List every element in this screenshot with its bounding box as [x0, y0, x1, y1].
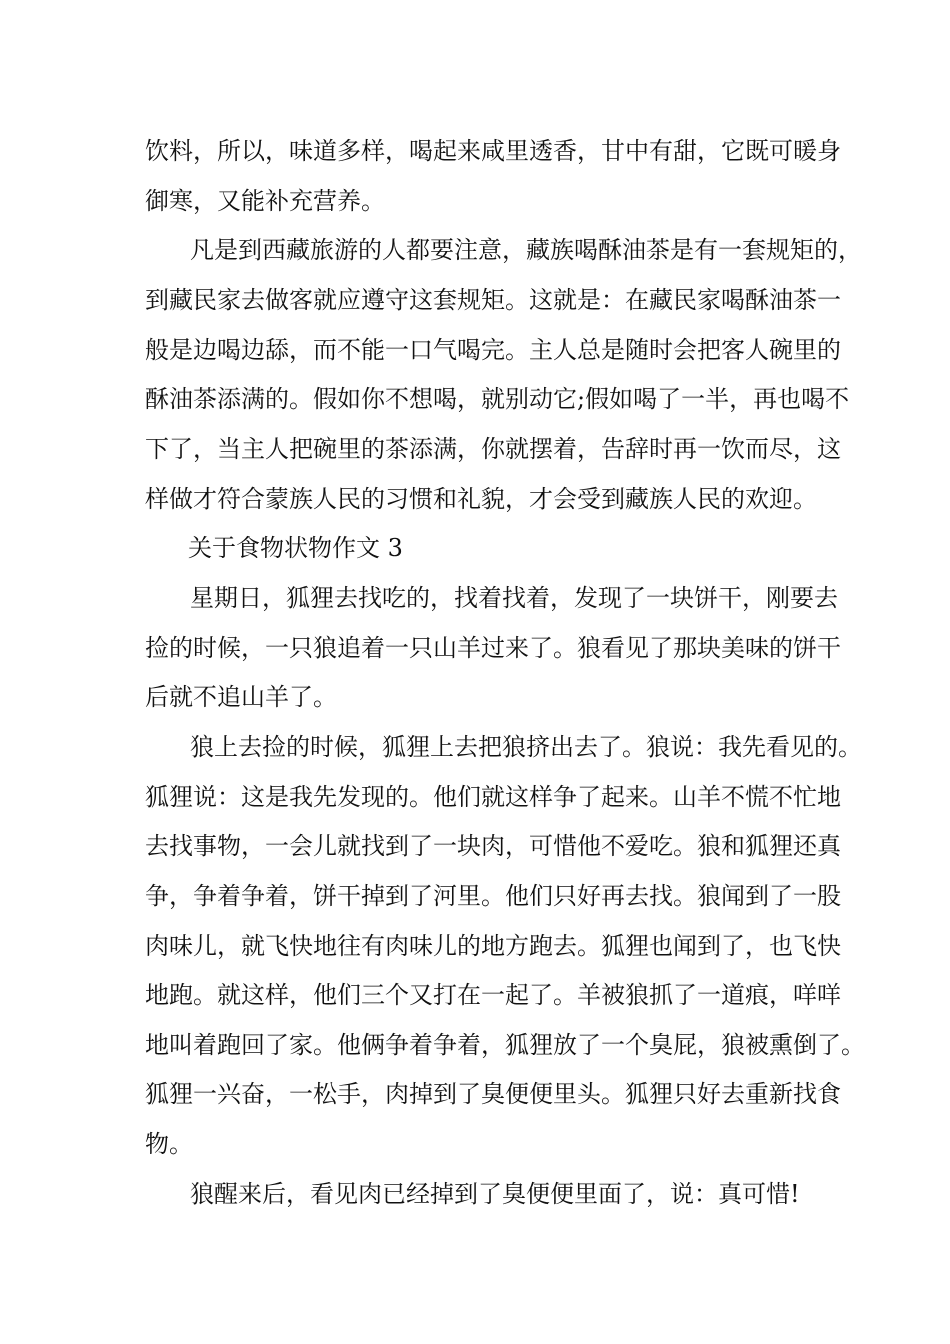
line-text: 御寒，又能补充营养。: [145, 187, 385, 215]
line-text: 星期日，狐狸去找吃的，找着找着，发现了一块饼干，刚要去: [190, 584, 838, 612]
line-text: 酥油茶添满的。假如你不想喝，就别动它;假如喝了一半，再也喝不: [145, 385, 850, 413]
line-text: 去找事物，一会儿就找到了一块肉，可惜他不爱吃。狼和狐狸还真: [145, 832, 841, 860]
line-text: 狐狸说：这是我先发现的。他们就这样争了起来。山羊不慌不忙地: [145, 783, 841, 811]
line-text: 捡的时候，一只狼追着一只山羊过来了。狼看见了那块美味的饼干: [145, 634, 841, 662]
line-text: 样做才符合蒙族人民的习惯和礼貌，才会受到藏族人民的欢迎。: [145, 485, 817, 513]
text-line: [0, 871, 950, 921]
line-text: 饮料，所以，味道多样，喝起来咸里透香，甘中有甜，它既可暖身: [145, 137, 841, 165]
section-heading: [0, 523, 950, 573]
text-line: [0, 970, 950, 1020]
text-line: [0, 1119, 950, 1169]
text-line: [0, 275, 950, 325]
line-text: 凡是到西藏旅游的人都要注意，藏族喝酥油茶是有一套规矩的，: [190, 236, 862, 264]
text-line: [0, 474, 950, 524]
line-text: 下了，当主人把碗里的茶添满，你就摆着，告辞时再一饮而尽，这: [145, 435, 841, 463]
text-line: [0, 1069, 950, 1119]
line-text: 狼上去捡的时候，狐狸上去把狼挤出去了。狼说：我先看见的。: [190, 733, 862, 761]
text-line: [0, 772, 950, 822]
heading-text: 关于食物状物作文 3: [188, 534, 403, 562]
text-line: [0, 325, 950, 375]
text-line: [0, 1020, 950, 1070]
line-text: 争，争着争着，饼干掉到了河里。他们只好再去找。狼闻到了一股: [145, 882, 841, 910]
line-text: 后就不追山羊了。: [145, 683, 337, 711]
line-text: 地叫着跑回了家。他俩争着争着，狐狸放了一个臭屁，狼被熏倒了。: [145, 1031, 865, 1059]
line-text: 到藏民家去做客就应遵守这套规矩。这就是：在藏民家喝酥油茶一: [145, 286, 841, 314]
line-text: 狐狸一兴奋，一松手，肉掉到了臭便便里头。狐狸只好去重新找食: [145, 1080, 841, 1108]
text-line: [0, 722, 950, 772]
text-line: [0, 126, 950, 176]
text-line: [0, 1169, 950, 1219]
line-text: 般是边喝边舔，而不能一口气喝完。主人总是随时会把客人碗里的: [145, 336, 841, 364]
text-line: [0, 623, 950, 673]
text-line: [0, 176, 950, 226]
text-line: [0, 672, 950, 722]
text-line: [0, 374, 950, 424]
text-line: [0, 821, 950, 871]
text-line: [0, 573, 950, 623]
text-line: [0, 921, 950, 971]
line-text: 地跑。就这样，他们三个又打在一起了。羊被狼抓了一道痕，咩咩: [145, 981, 841, 1009]
line-text: 物。: [145, 1130, 193, 1158]
line-text: 狼醒来后，看见肉已经掉到了臭便便里面了，说：真可惜!: [190, 1180, 800, 1208]
line-text: 肉味儿，就飞快地往有肉味儿的地方跑去。狐狸也闻到了，也飞快: [145, 932, 841, 960]
text-line: [0, 225, 950, 275]
text-line: [0, 424, 950, 474]
